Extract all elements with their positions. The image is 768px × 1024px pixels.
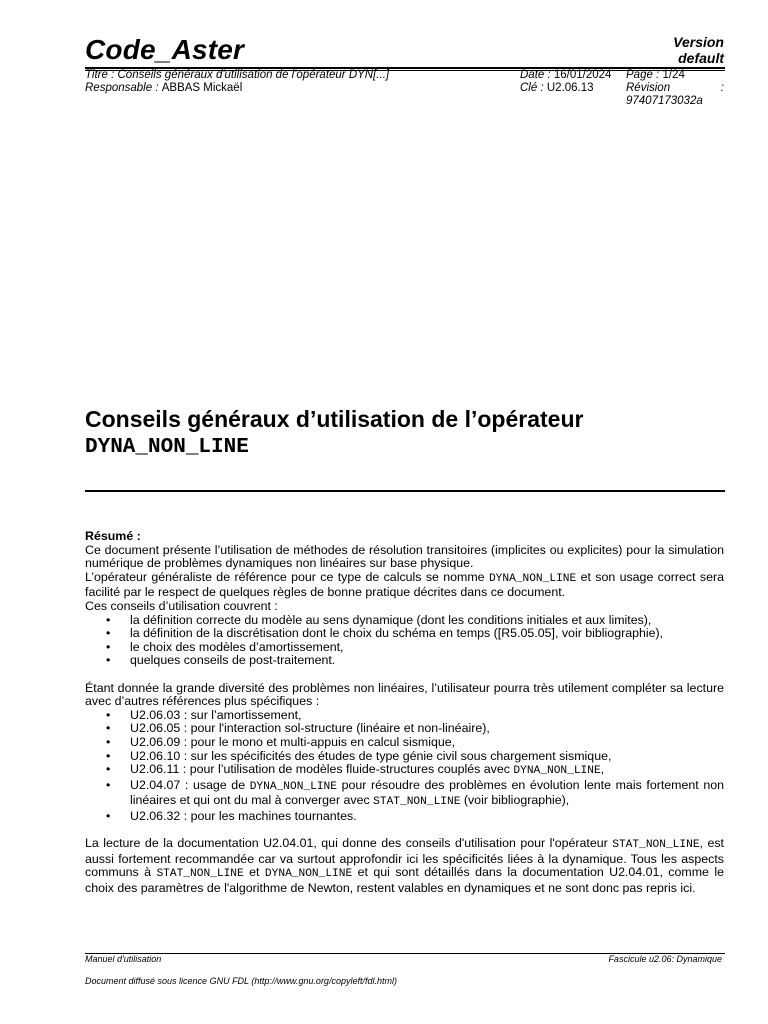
list-item-text: U2.06.03 : sur l’amortissement, xyxy=(130,707,302,722)
code-operator: STAT_NON_LINE xyxy=(373,796,461,809)
list-item xyxy=(85,779,724,810)
bullet-icon: • xyxy=(106,762,111,777)
bullet-icon: • xyxy=(106,734,111,749)
text-segment: pour résoudre des problèmes en évolution lente mais fortement non linéaires et qui ont du mal à converger avec xyxy=(130,777,724,808)
code-operator: STAT_NON_LINE xyxy=(156,868,244,881)
meta-revision xyxy=(626,82,724,108)
bullet-icon: • xyxy=(106,653,111,668)
meta-date-label: Date : xyxy=(520,69,551,81)
text-segment: et xyxy=(243,865,265,880)
meta-cle xyxy=(520,82,594,95)
bullet-icon: • xyxy=(106,639,111,654)
meta-date xyxy=(520,69,611,82)
list-item xyxy=(85,709,724,723)
bullet-icon: • xyxy=(106,707,111,722)
code-operator: DYNA_NON_LINE xyxy=(249,780,337,793)
list-item-text: le choix des modèles d’amortissement, xyxy=(130,639,344,654)
text-segment: et qui sont détaillés dans la documentation U2.04.01, comme le choix des paramètres de l'algorithme de Newton, restent valables en dynamiques et ne sont donc pas repris ici. xyxy=(85,865,725,895)
meta-responsable xyxy=(85,82,242,95)
list-item-text: U2.06.32 : pour les machines tournantes. xyxy=(130,808,357,823)
text-segment: La lecture de la documentation U2.04.01, qui donne des conseils d'utilisation pour l'opérateur xyxy=(85,836,613,851)
meta-titre xyxy=(85,69,389,82)
paragraph-operator xyxy=(85,571,724,600)
text-segment: L’opérateur généraliste de référence pour ce type de calculs se nomme xyxy=(85,569,489,584)
meta-revision-value: 97407173032a xyxy=(626,95,703,107)
document-title-code: DYNA_NON_LINE xyxy=(85,436,249,459)
abstract-section xyxy=(85,530,724,895)
list-item xyxy=(85,641,724,655)
version-block xyxy=(673,34,724,66)
version-value: default xyxy=(678,50,724,66)
bullet-icon: • xyxy=(106,612,111,627)
footer-manual: Manuel d'utilisation xyxy=(85,954,162,964)
bullet-icon: • xyxy=(106,721,111,736)
bullet-icon: • xyxy=(106,808,111,823)
code-operator: DYNA_NON_LINE xyxy=(488,572,577,585)
list-item-text: U2.06.09 : pour le mono et multi-appuis en calcul sismique, xyxy=(130,734,456,749)
bullet-icon: • xyxy=(106,626,111,641)
bullet-icon: • xyxy=(106,777,111,792)
meta-responsable-label: Responsable : xyxy=(85,82,159,94)
list-item-text: quelques conseils de post-traitement. xyxy=(130,653,336,668)
logo-code-aster: Code_Aster xyxy=(85,34,245,65)
code-operator: DYNA_NON_LINE xyxy=(513,765,601,778)
list-item xyxy=(85,654,724,668)
code-operator: DYNA_NON_LINE xyxy=(264,868,353,881)
text-segment: et son usage correct sera facilité par le respect de quelques règles de bonne pratique décrites dans ce document. xyxy=(85,569,724,600)
text-segment: U2.06.11 : pour l’utilisation de modèles fluide-structures couplés avec xyxy=(130,762,514,777)
meta-date-value: 16/01/2024 xyxy=(553,69,612,81)
document-title: Conseils généraux d’utilisation de l’opérateur xyxy=(85,406,584,432)
text-segment: , xyxy=(600,762,605,777)
meta-page-label: Page : xyxy=(626,69,660,81)
references-list xyxy=(85,709,724,824)
footer-license: Document diffusé sous licence GNU FDL (http://www.gnu.org/copyleft/fdl.html) xyxy=(85,976,397,986)
paragraph-intro: Ce document présente l’utilisation de méthodes de résolution transitoires (implicites ou explicites) pour la simulation numérique de problèmes dynamiques non linéaires sur base physique. xyxy=(85,542,724,571)
list-item xyxy=(85,750,724,764)
list-item xyxy=(85,722,724,736)
title-rule xyxy=(85,490,725,492)
meta-revision-sep: : xyxy=(720,82,724,94)
list-item xyxy=(85,627,724,641)
footer-fascicule: Fascicule u2.06: Dynamique xyxy=(608,954,722,964)
meta-titre-value: Conseils généraux d'utilisation de l'opérateur DYN[...] xyxy=(117,69,390,81)
resume-heading: Résumé : xyxy=(85,529,141,543)
text-segment: U2.04.07 : usage de xyxy=(130,777,250,792)
list-item xyxy=(85,614,724,628)
list-item xyxy=(85,736,724,750)
meta-titre-label: Titre : xyxy=(85,69,115,81)
paragraph-coverage: Ces conseils d’utilisation couvrent : xyxy=(85,598,278,613)
list-item-text: la définition correcte du modèle au sens dynamique (dont les conditions initiales et aux limites), xyxy=(130,612,652,627)
paragraph-reading xyxy=(85,837,724,895)
coverage-list xyxy=(85,614,724,668)
meta-cle-value: U2.06.13 xyxy=(546,82,594,94)
list-item xyxy=(85,810,724,824)
bullet-icon: • xyxy=(106,748,111,763)
list-item-text: U2.06.10 : sur les spécificités des études de type génie civil sous chargement sismique, xyxy=(130,748,612,763)
meta-cle-label: Clé : xyxy=(520,82,544,94)
paragraph-references: Étant donnée la grande diversité des problèmes non linéaires, l’utilisateur pourra très utilement compléter sa lecture avec d’autres références plus spécifiques : xyxy=(85,680,724,709)
meta-responsable-value: ABBAS Mickaël xyxy=(161,82,243,94)
list-item-text: la définition de la discrétisation dont le choix du schéma en temps ([R5.05.05], voir bibliographie), xyxy=(130,626,664,641)
version-label: Version xyxy=(673,34,724,50)
meta-page-value: 1/24 xyxy=(662,69,685,81)
meta-page xyxy=(626,69,685,82)
meta-revision-label: Révision xyxy=(626,82,671,94)
text-segment: , est aussi fortement recommandée car va surtout approfondir ici les spécificités liées à la dynamique. Tous les aspects communs à xyxy=(85,836,724,880)
code-operator: STAT_NON_LINE xyxy=(612,839,700,852)
list-item xyxy=(85,763,724,779)
list-item-text: U2.06.05 : pour l'interaction sol-structure (linéaire et non-linéaire), xyxy=(130,721,490,736)
text-segment: (voir bibliographie), xyxy=(460,793,570,808)
